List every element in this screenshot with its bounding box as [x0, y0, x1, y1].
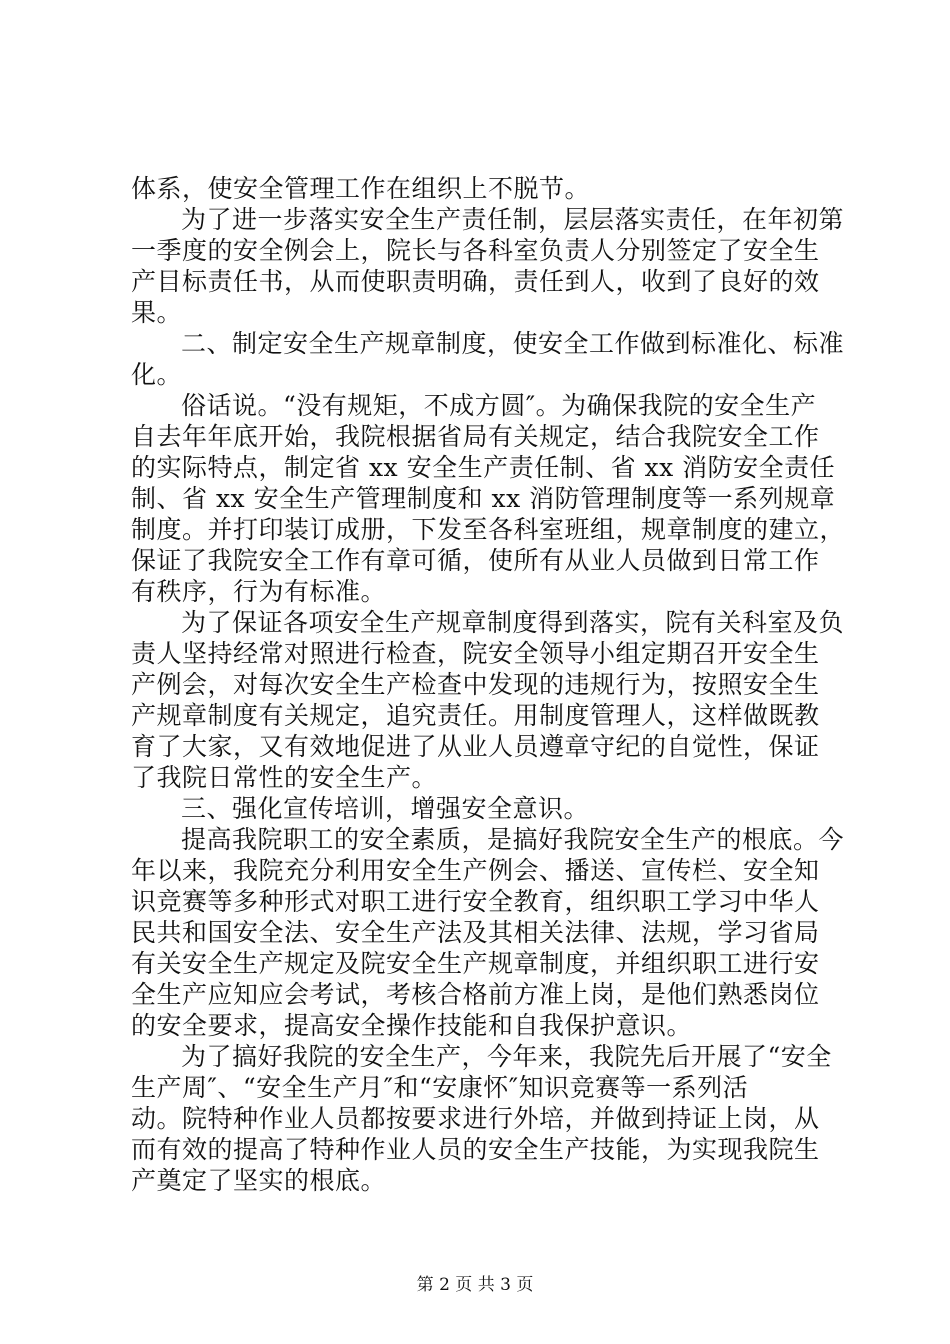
text-line: 育了大家，又有效地促进了从业人员遵章守纪的自觉性，保证 — [131, 732, 820, 761]
page-footer: 第 2 页 共 3 页 — [416, 1275, 534, 1295]
text-line: 有秩序，行为有标准。 — [131, 577, 387, 606]
text-line: 二、制定安全生产规章制度，使安全工作做到标准化、标准 — [181, 329, 845, 358]
text-line: 为了进一步落实安全生产责任制，层层落实责任，在年初第 — [181, 205, 845, 234]
document-body — [131, 173, 846, 1196]
text-line: 识竞赛等多种形式对职工进行安全教育，组织职工学习中华人 — [131, 887, 820, 916]
text-line: 生产周″、“安全生产月″和“安康怀″知识竞赛等一系列活 — [131, 1073, 749, 1102]
text-line: 制度。并打印装订成册，下发至各科室班组，规章制度的建立， — [131, 515, 846, 544]
text-line: 体系，使安全管理工作在组织上不脱节。 — [131, 174, 591, 203]
text-line: 俗话说。“没有规矩，不成方圆″。为确保我院的安全生产 — [181, 391, 817, 420]
text-line: 了我院日常性的安全生产。 — [131, 763, 438, 792]
text-line: 而有效的提高了特种作业人员的安全生产技能，为实现我院生 — [131, 1135, 820, 1164]
text-line: 自去年年底开始，我院根据省局有关规定，结合我院安全工作 — [131, 422, 820, 451]
text-line: 为了保证各项安全生产规章制度得到落实，院有关科室及负 — [181, 608, 845, 637]
text-line: 为了搞好我院的安全生产，今年来，我院先后开展了“安全 — [181, 1042, 832, 1071]
text-line: 三、强化宣传培训，增强安全意识。 — [181, 794, 590, 823]
text-line: 的安全要求，提高安全操作技能和自我保护意识。 — [131, 1011, 693, 1040]
text-line: 动。院特种作业人员都按要求进行外培，并做到持证上岗，从 — [131, 1104, 820, 1133]
text-line: 一季度的安全例会上，院长与各科室负责人分别签定了安全生 — [131, 236, 820, 265]
text-line: 有关安全生产规定及院安全生产规章制度，并组织职工进行安 — [131, 949, 820, 978]
text-line: 产奠定了坚实的根底。 — [131, 1166, 387, 1195]
text-line: 制、省 xx 安全生产管理制度和 xx 消防管理制度等一系列规章 — [131, 484, 836, 513]
text-line: 产目标责任书，从而使职责明确，责任到人，收到了良好的效 — [131, 267, 820, 296]
text-line: 全生产应知应会考试，考核合格前方准上岗，是他们熟悉岗位 — [131, 980, 820, 1009]
text-line: 果。 — [131, 298, 183, 327]
text-line: 责人坚持经常对照进行检查，院安全领导小组定期召开安全生 — [131, 639, 820, 668]
text-line: 化。 — [131, 360, 183, 389]
text-line: 年以来，我院充分利用安全生产例会、播送、宣传栏、安全知 — [131, 856, 820, 885]
text-line: 提高我院职工的安全素质，是搞好我院安全生产的根底。今 — [181, 825, 845, 854]
text-line: 产例会，对每次安全生产检查中发现的违规行为，按照安全生 — [131, 670, 820, 699]
text-line: 产规章制度有关规定，追究责任。用制度管理人，这样做既教 — [131, 701, 820, 730]
text-line: 的实际特点，制定省 xx 安全生产责任制、省 xx 消防安全责任 — [131, 453, 836, 482]
text-line: 保证了我院安全工作有章可循，使所有从业人员做到日常工作 — [131, 546, 820, 575]
text-line: 民共和国安全法、安全生产法及其相关法律、法规，学习省局 — [131, 918, 820, 947]
